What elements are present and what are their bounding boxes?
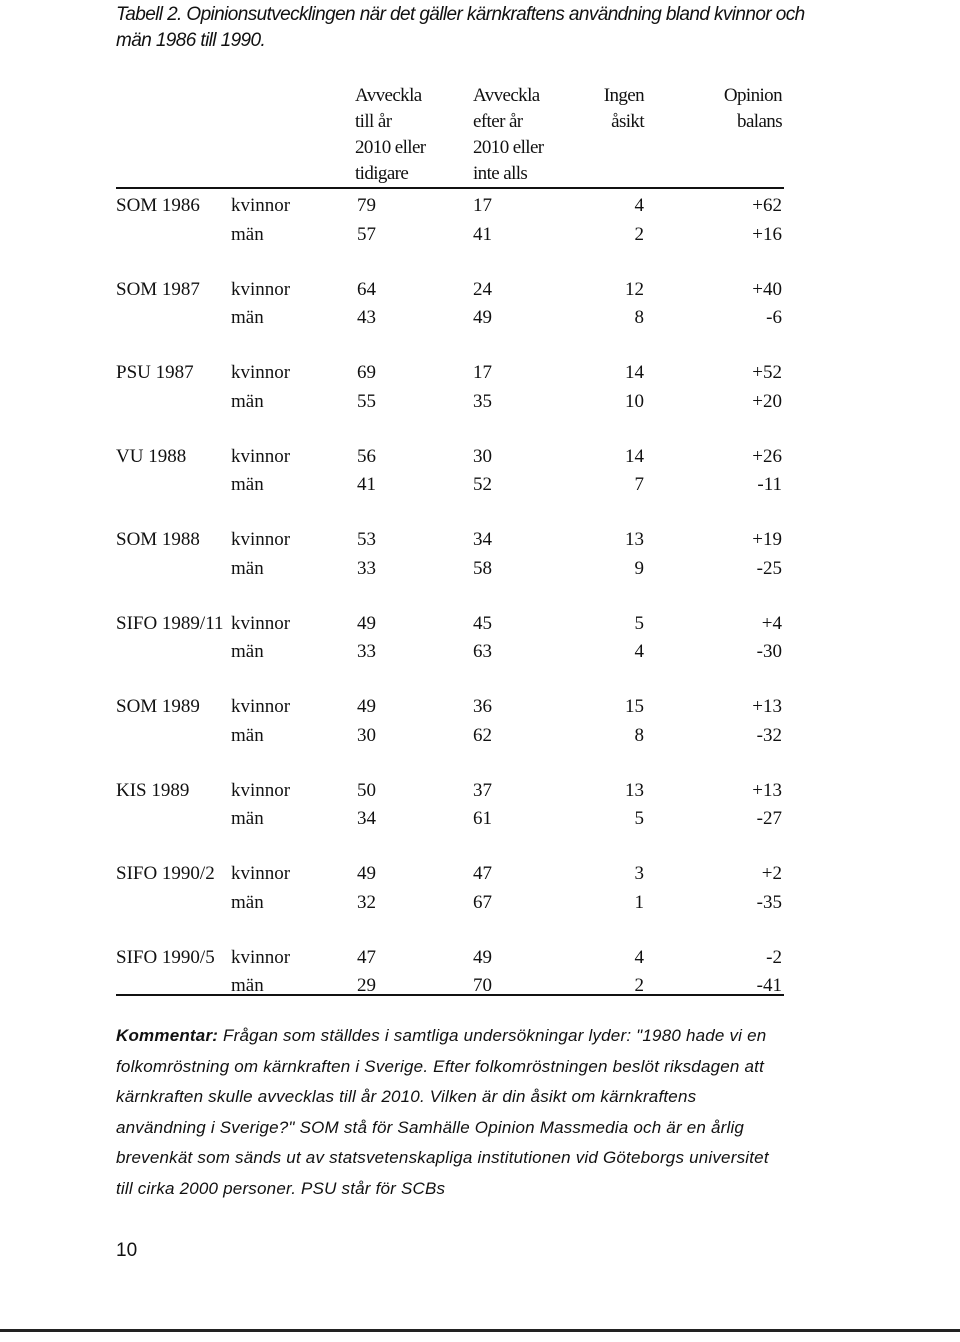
group-label: kvinnor xyxy=(231,529,291,550)
header-col-ingen-asikt xyxy=(604,83,644,135)
group-label: kvinnor xyxy=(231,195,291,216)
comment-label: Kommentar: xyxy=(116,1026,219,1045)
header-line: till år xyxy=(355,111,392,132)
cell-avveckla-efter: 70 xyxy=(473,975,492,996)
table-row xyxy=(0,777,960,805)
cell-ingen-asikt: 2 xyxy=(634,223,644,245)
cell-avveckla-efter: 47 xyxy=(473,863,492,884)
cell-avveckla-tidigare: 50 xyxy=(357,779,376,801)
group-label: kvinnor xyxy=(231,612,291,634)
cell-avveckla-tidigare: 49 xyxy=(357,612,376,634)
table-row xyxy=(0,471,960,499)
cell-ingen-asikt: 15 xyxy=(625,696,644,717)
group-label: män xyxy=(231,808,264,829)
cell-ingen-asikt: 4 xyxy=(634,946,644,968)
table-row xyxy=(0,555,960,583)
cell-ingen-asikt: 7 xyxy=(634,474,644,495)
cell-ingen-asikt: 5 xyxy=(634,612,644,634)
cell-opinion-balans: -2 xyxy=(766,946,782,968)
cell-ingen-asikt: 14 xyxy=(625,445,644,467)
cell-opinion-balans: +13 xyxy=(752,696,782,717)
cell-avveckla-efter: 45 xyxy=(473,612,492,634)
cell-opinion-balans: +20 xyxy=(752,390,782,412)
cell-ingen-asikt: 8 xyxy=(634,307,644,328)
table-row xyxy=(0,805,960,833)
cell-avveckla-tidigare: 32 xyxy=(357,891,376,913)
cell-opinion-balans: -27 xyxy=(756,808,782,829)
cell-ingen-asikt: 12 xyxy=(625,278,644,300)
table-row xyxy=(0,526,960,554)
header-line: Opinion xyxy=(723,85,782,106)
group-label: kvinnor xyxy=(231,946,291,968)
survey-name: SOM 1987 xyxy=(116,278,200,300)
table-row xyxy=(0,388,960,416)
header-line: 2010 eller xyxy=(355,137,426,158)
cell-ingen-asikt: 5 xyxy=(634,808,644,829)
cell-ingen-asikt: 3 xyxy=(634,863,644,884)
cell-avveckla-tidigare: 79 xyxy=(357,195,376,216)
survey-name: SOM 1986 xyxy=(116,195,200,216)
cell-avveckla-tidigare: 56 xyxy=(357,445,376,467)
group-label: män xyxy=(231,724,264,746)
survey-name: VU 1988 xyxy=(116,445,187,467)
table-row xyxy=(0,860,960,888)
cell-avveckla-efter: 67 xyxy=(473,891,492,913)
cell-avveckla-tidigare: 57 xyxy=(357,223,376,245)
table-row xyxy=(0,443,960,471)
cell-opinion-balans: +2 xyxy=(761,863,782,884)
group-label: kvinnor xyxy=(231,445,291,467)
survey-name: SOM 1989 xyxy=(116,696,200,717)
survey-name: SIFO 1989/11 xyxy=(116,612,224,634)
group-label: kvinnor xyxy=(231,779,291,801)
cell-avveckla-efter: 30 xyxy=(473,445,492,467)
group-label: män xyxy=(231,975,264,996)
cell-avveckla-efter: 24 xyxy=(473,278,492,300)
cell-avveckla-tidigare: 43 xyxy=(357,307,376,328)
cell-avveckla-tidigare: 53 xyxy=(357,529,376,550)
header-line: 2010 eller xyxy=(473,137,544,158)
cell-avveckla-tidigare: 49 xyxy=(357,696,376,717)
cell-avveckla-efter: 36 xyxy=(473,696,492,717)
cell-opinion-balans: -11 xyxy=(757,474,782,495)
cell-opinion-balans: +13 xyxy=(752,779,782,801)
survey-name: KIS 1989 xyxy=(116,779,190,801)
header-line: Ingen xyxy=(603,85,644,106)
table-row xyxy=(0,276,960,304)
cell-opinion-balans: -6 xyxy=(766,307,782,328)
table-row xyxy=(0,889,960,917)
cell-avveckla-tidigare: 64 xyxy=(357,278,376,300)
cell-ingen-asikt: 14 xyxy=(625,362,644,383)
cell-avveckla-efter: 61 xyxy=(473,808,492,829)
survey-name: PSU 1987 xyxy=(116,362,194,383)
cell-opinion-balans: +26 xyxy=(752,445,782,467)
cell-avveckla-efter: 62 xyxy=(473,724,492,746)
group-label: kvinnor xyxy=(231,362,291,383)
page-bottom-rule xyxy=(0,1329,960,1332)
group-label: män xyxy=(231,390,264,412)
header-line: inte alls xyxy=(473,163,528,184)
table-row xyxy=(0,722,960,750)
header-line: tidigare xyxy=(355,163,409,184)
group-label: män xyxy=(231,641,264,662)
group-label: män xyxy=(231,557,264,579)
header-line: balans xyxy=(737,111,782,132)
group-label: män xyxy=(231,891,264,913)
cell-ingen-asikt: 13 xyxy=(625,529,644,550)
table-row xyxy=(0,221,960,249)
cell-avveckla-efter: 41 xyxy=(473,223,492,245)
table-row xyxy=(0,192,960,220)
table-row xyxy=(0,304,960,332)
group-label: män xyxy=(231,307,264,328)
cell-avveckla-tidigare: 34 xyxy=(357,808,376,829)
comment-text: Frågan som ställdes i samtliga undersökningar lyder: "1980 hade vi en folkomröstning om kärnkraften i Sverige. Efter folkomröstningen beslöt riksdagen att kärnkraften skulle avvecklas till år 2010. Vilken är din åsikt om kärnkraftens användning i Sverige?" SOM stå för Samhälle Opinion Massmedia och är en årlig brevenkät som sänds ut av statsvetenskapliga institutionen vid Göteborgs universitet till cirka 2000 personer. PSU står för SCBs xyxy=(116,1026,769,1198)
cell-avveckla-tidigare: 29 xyxy=(357,975,376,996)
cell-avveckla-efter: 63 xyxy=(473,641,492,662)
cell-opinion-balans: +16 xyxy=(752,223,782,245)
cell-ingen-asikt: 1 xyxy=(634,891,644,913)
cell-ingen-asikt: 4 xyxy=(634,195,644,216)
table-row xyxy=(0,944,960,972)
table-row xyxy=(0,359,960,387)
cell-opinion-balans: +19 xyxy=(752,529,782,550)
cell-avveckla-tidigare: 33 xyxy=(357,557,376,579)
header-line: Avveckla xyxy=(473,85,540,106)
cell-avveckla-efter: 17 xyxy=(473,362,492,383)
cell-opinion-balans: -35 xyxy=(756,891,782,913)
table-row xyxy=(0,638,960,666)
header-line: Avveckla xyxy=(355,85,422,106)
cell-opinion-balans: +62 xyxy=(752,195,782,216)
page-number: 10 xyxy=(116,1240,138,1261)
cell-avveckla-efter: 49 xyxy=(473,946,492,968)
cell-avveckla-efter: 34 xyxy=(473,529,492,550)
table-row xyxy=(0,610,960,638)
survey-name: SOM 1988 xyxy=(116,529,200,550)
group-label: kvinnor xyxy=(231,863,291,884)
cell-ingen-asikt: 13 xyxy=(625,779,644,801)
group-label: män xyxy=(231,474,264,495)
cell-avveckla-efter: 52 xyxy=(473,474,492,495)
cell-opinion-balans: +52 xyxy=(752,362,782,383)
cell-avveckla-tidigare: 30 xyxy=(357,724,376,746)
cell-avveckla-tidigare: 55 xyxy=(357,390,376,412)
table-bottom-rule xyxy=(116,994,784,996)
cell-opinion-balans: +40 xyxy=(752,278,782,300)
cell-avveckla-efter: 49 xyxy=(473,307,492,328)
cell-opinion-balans: -32 xyxy=(756,724,782,746)
cell-opinion-balans: -30 xyxy=(756,641,782,662)
header-col-avveckla-tidigare xyxy=(355,83,426,187)
cell-avveckla-efter: 37 xyxy=(473,779,492,801)
cell-avveckla-efter: 58 xyxy=(473,557,492,579)
cell-avveckla-tidigare: 69 xyxy=(357,362,376,383)
cell-avveckla-tidigare: 33 xyxy=(357,641,376,662)
cell-ingen-asikt: 2 xyxy=(634,975,644,996)
cell-avveckla-efter: 35 xyxy=(473,390,492,412)
cell-avveckla-tidigare: 49 xyxy=(357,863,376,884)
cell-avveckla-tidigare: 47 xyxy=(357,946,376,968)
cell-avveckla-efter: 17 xyxy=(473,195,492,216)
cell-opinion-balans: -41 xyxy=(756,975,782,996)
header-line: åsikt xyxy=(611,111,644,132)
cell-ingen-asikt: 8 xyxy=(634,724,644,746)
cell-ingen-asikt: 4 xyxy=(634,641,644,662)
cell-avveckla-tidigare: 41 xyxy=(357,474,376,495)
cell-ingen-asikt: 9 xyxy=(634,557,644,579)
table-row xyxy=(0,693,960,721)
cell-ingen-asikt: 10 xyxy=(625,390,644,412)
group-label: kvinnor xyxy=(231,278,291,300)
cell-opinion-balans: -25 xyxy=(756,557,782,579)
header-col-opinion-balans xyxy=(724,83,782,135)
header-rule xyxy=(116,187,784,189)
survey-name: SIFO 1990/5 xyxy=(116,946,215,968)
table-caption: Tabell 2. Opinionsutvecklingen när det gäller kärnkraftens användning bland kvinnor och män 1986 till 1990. xyxy=(116,4,805,51)
group-label: män xyxy=(231,223,264,245)
header-line: efter år xyxy=(473,111,523,132)
group-label: kvinnor xyxy=(231,696,291,717)
survey-name: SIFO 1990/2 xyxy=(116,863,215,884)
comment-paragraph xyxy=(116,1021,784,1205)
cell-opinion-balans: +4 xyxy=(761,612,782,634)
header-col-avveckla-efter xyxy=(473,83,544,187)
